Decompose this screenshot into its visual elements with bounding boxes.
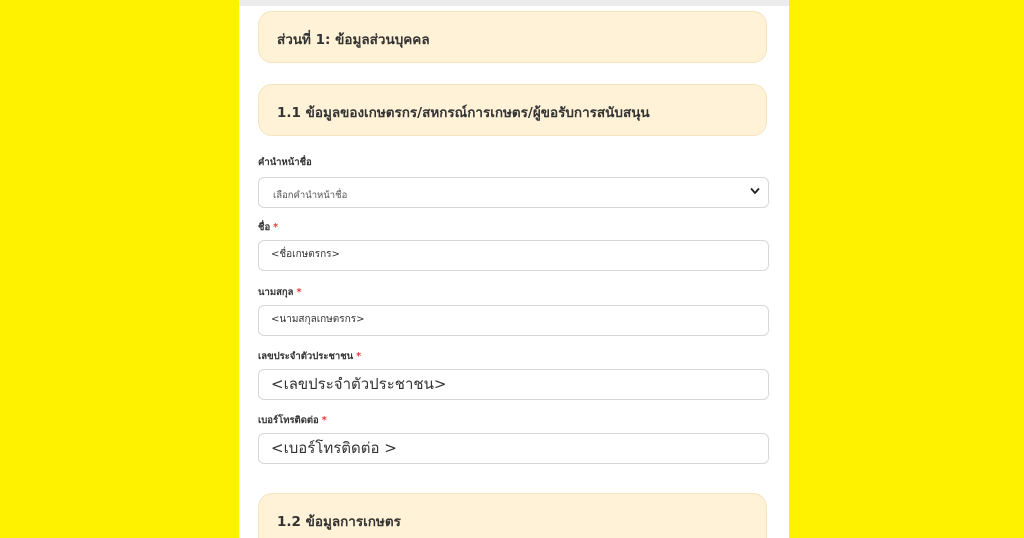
form-page: [239, 0, 789, 538]
last-name-input[interactable]: [258, 305, 769, 336]
prefix-label: [258, 155, 312, 170]
subsection-1-1-header: [258, 84, 767, 136]
phone-input[interactable]: [258, 433, 769, 464]
last-name-value: <นามสกุลเกษตรกร>: [271, 314, 365, 325]
first-name-input[interactable]: [258, 240, 769, 271]
top-bar: [239, 0, 789, 6]
subsection-1-2-header: [258, 493, 767, 538]
section-1-header: [258, 11, 767, 63]
required-mark: *: [321, 415, 327, 426]
first-name-value: <ชื่อเกษตรกร>: [271, 249, 340, 260]
phone-label: [258, 413, 327, 428]
subsection-1-2-title: 1.2 ข้อมูลการเกษตร: [277, 514, 401, 530]
first-name-label-text: ชื่อ: [258, 222, 271, 233]
required-mark: *: [273, 222, 279, 233]
last-name-label-text: นามสกุล: [258, 287, 294, 298]
citizen-id-value: <เลขประจำตัวประชาชน>: [271, 375, 447, 393]
required-mark: *: [356, 351, 362, 362]
phone-value: <เบอร์โทรติดต่อ >: [271, 439, 397, 457]
section-1-title: ส่วนที่ 1: ข้อมูลส่วนบุคคล: [277, 32, 430, 48]
required-mark: *: [296, 287, 302, 298]
citizen-id-label-text: เลขประจำตัวประชาชน: [258, 351, 354, 362]
prefix-label-text: คำนำหน้าชื่อ: [258, 157, 312, 168]
prefix-select[interactable]: [258, 177, 769, 208]
citizen-id-label: [258, 349, 361, 364]
citizen-id-input[interactable]: [258, 369, 769, 400]
first-name-label: [258, 220, 278, 235]
last-name-label: [258, 285, 301, 300]
subsection-1-1-title: 1.1 ข้อมูลของเกษตรกร/สหกรณ์การเกษตร/ผู้ขอรับการสนับสนุน: [277, 105, 650, 121]
prefix-select-value: เลือกคำนำหน้าชื่อ: [273, 190, 348, 201]
chevron-down-icon: [750, 186, 760, 196]
phone-label-text: เบอร์โทรติดต่อ: [258, 415, 319, 426]
